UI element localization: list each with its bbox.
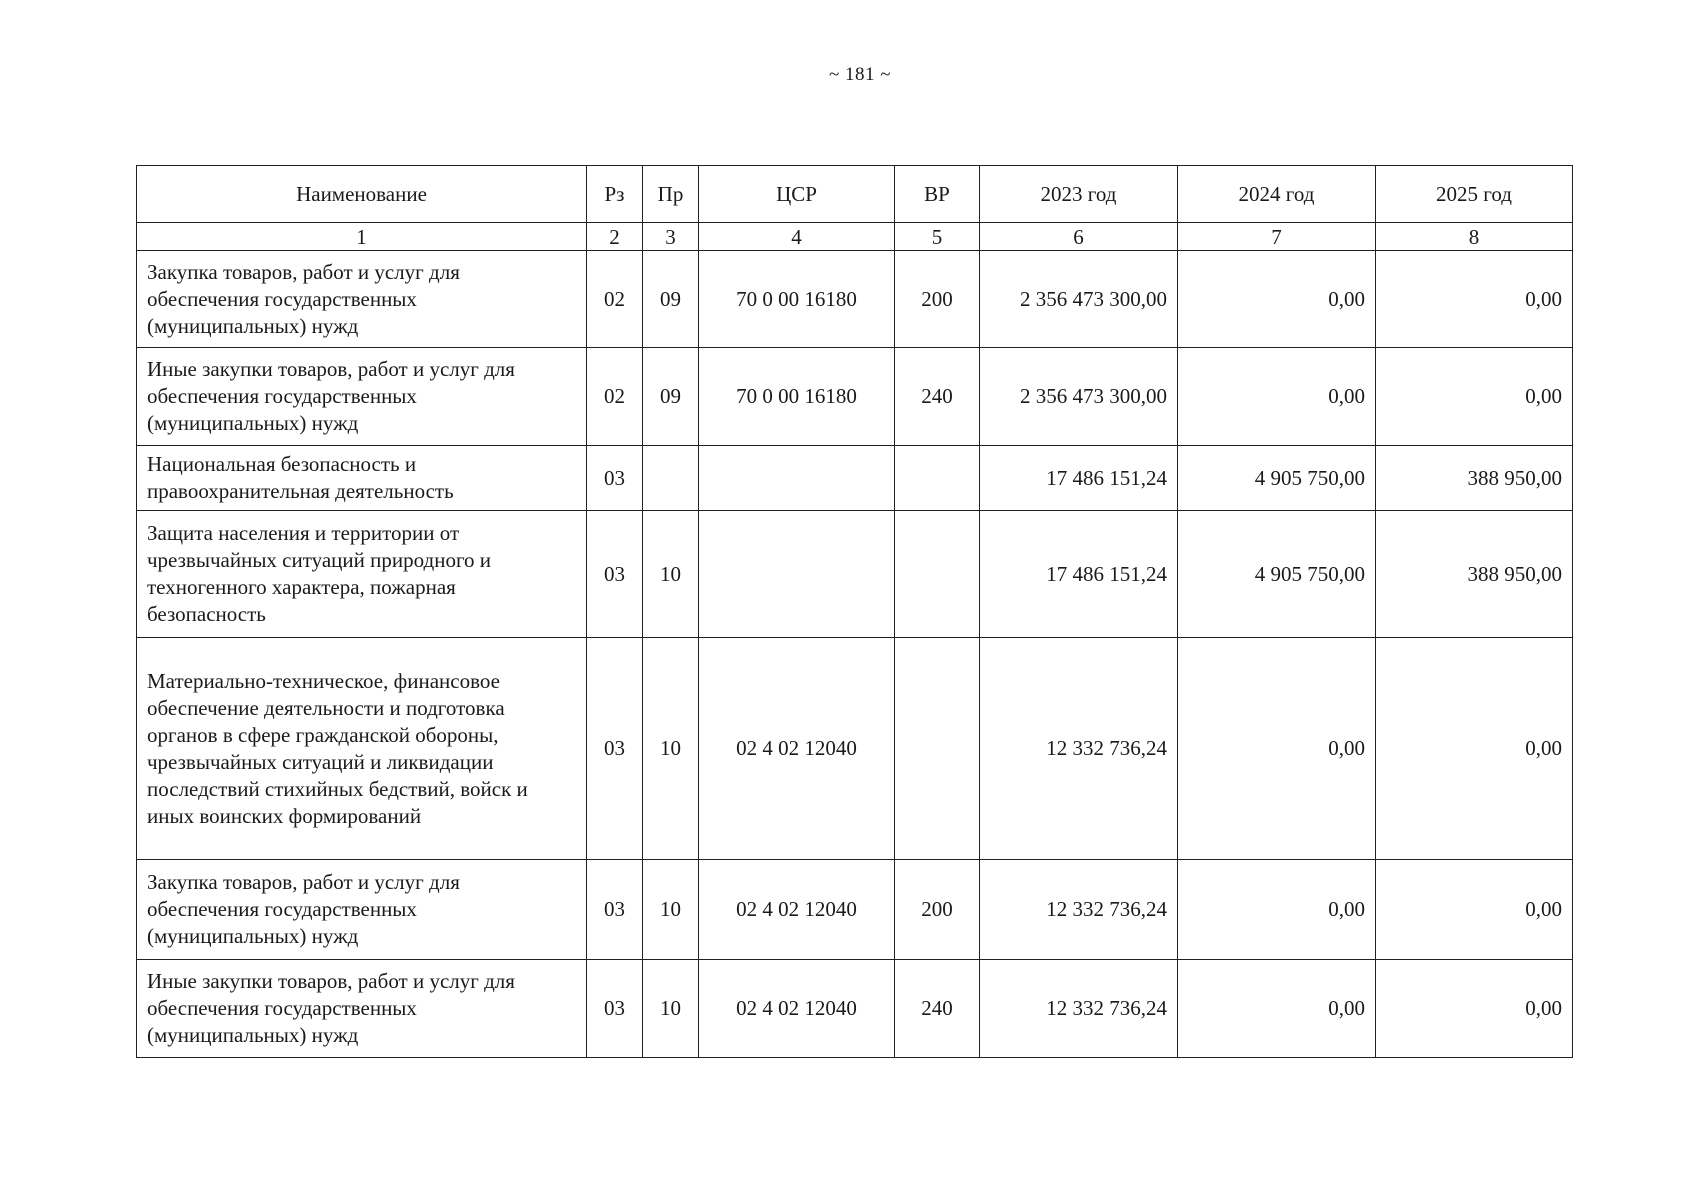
table-row [137, 638, 1573, 860]
row-rz: 02 [587, 251, 643, 348]
row-csr [699, 446, 895, 511]
row-pr: 09 [643, 348, 699, 446]
column-number: 5 [895, 223, 980, 251]
row-2025: 388 950,00 [1376, 511, 1573, 638]
row-pr: 10 [643, 511, 699, 638]
row-pr: 09 [643, 251, 699, 348]
row-csr: 02 4 02 12040 [699, 860, 895, 960]
row-2024: 4 905 750,00 [1178, 511, 1376, 638]
row-2024: 0,00 [1178, 251, 1376, 348]
row-pr: 10 [643, 638, 699, 860]
table-row [137, 446, 1573, 511]
row-csr: 02 4 02 12040 [699, 960, 895, 1058]
row-2023: 12 332 736,24 [980, 960, 1178, 1058]
row-2023: 2 356 473 300,00 [980, 251, 1178, 348]
column-number-row [137, 223, 1573, 251]
row-2023: 17 486 151,24 [980, 446, 1178, 511]
column-number: 6 [980, 223, 1178, 251]
row-vr: 240 [895, 348, 980, 446]
row-2024: 0,00 [1178, 638, 1376, 860]
table-row [137, 960, 1573, 1058]
table-row [137, 348, 1573, 446]
row-vr [895, 638, 980, 860]
row-vr [895, 511, 980, 638]
row-2023: 12 332 736,24 [980, 638, 1178, 860]
header-2025: 2025 год [1376, 166, 1573, 223]
row-2023: 17 486 151,24 [980, 511, 1178, 638]
row-name: Закупка товаров, работ и услуг для обеспечения государственных (муниципальных) нужд [137, 860, 587, 960]
header-row [137, 166, 1573, 223]
budget-table [136, 165, 1573, 1058]
column-number: 4 [699, 223, 895, 251]
row-csr: 70 0 00 16180 [699, 348, 895, 446]
row-rz: 03 [587, 960, 643, 1058]
row-name: Защита населения и территории от чрезвычайных ситуаций природного и техногенного характера, пожарная безопасность [137, 511, 587, 638]
header-vr: ВР [895, 166, 980, 223]
row-2025: 0,00 [1376, 960, 1573, 1058]
row-2025: 0,00 [1376, 860, 1573, 960]
row-name: Материально-техническое, финансовое обеспечение деятельности и подготовка органов в сфере гражданской обороны, чрезвычайных ситуаций и ликвидации последствий стихийных бедствий, войск и иных воинских формирований [137, 638, 587, 860]
row-vr: 200 [895, 860, 980, 960]
row-2025: 0,00 [1376, 638, 1573, 860]
page-number: ~ 181 ~ [828, 64, 892, 85]
column-number: 8 [1376, 223, 1573, 251]
column-number: 3 [643, 223, 699, 251]
header-rz: Рз [587, 166, 643, 223]
row-2025: 388 950,00 [1376, 446, 1573, 511]
table-row [137, 511, 1573, 638]
row-2025: 0,00 [1376, 251, 1573, 348]
row-2024: 0,00 [1178, 348, 1376, 446]
row-pr [643, 446, 699, 511]
row-rz: 03 [587, 860, 643, 960]
row-name: Закупка товаров, работ и услуг для обеспечения государственных (муниципальных) нужд [137, 251, 587, 348]
row-name: Иные закупки товаров, работ и услуг для обеспечения государственных (муниципальных) нужд [137, 348, 587, 446]
row-name: Национальная безопасность и правоохранительная деятельность [137, 446, 587, 511]
header-2024: 2024 год [1178, 166, 1376, 223]
row-2023: 12 332 736,24 [980, 860, 1178, 960]
header-csr: ЦСР [699, 166, 895, 223]
row-rz: 03 [587, 446, 643, 511]
row-rz: 02 [587, 348, 643, 446]
column-number: 1 [137, 223, 587, 251]
table-row [137, 251, 1573, 348]
row-name: Иные закупки товаров, работ и услуг для обеспечения государственных (муниципальных) нужд [137, 960, 587, 1058]
row-vr: 200 [895, 251, 980, 348]
row-csr: 02 4 02 12040 [699, 638, 895, 860]
header-name: Наименование [137, 166, 587, 223]
row-vr [895, 446, 980, 511]
row-2024: 4 905 750,00 [1178, 446, 1376, 511]
row-2024: 0,00 [1178, 860, 1376, 960]
row-rz: 03 [587, 638, 643, 860]
row-csr [699, 511, 895, 638]
row-pr: 10 [643, 960, 699, 1058]
header-2023: 2023 год [980, 166, 1178, 223]
row-2025: 0,00 [1376, 348, 1573, 446]
row-vr: 240 [895, 960, 980, 1058]
header-pr: Пр [643, 166, 699, 223]
column-number: 7 [1178, 223, 1376, 251]
row-rz: 03 [587, 511, 643, 638]
row-pr: 10 [643, 860, 699, 960]
column-number: 2 [587, 223, 643, 251]
table-row [137, 860, 1573, 960]
row-2024: 0,00 [1178, 960, 1376, 1058]
row-2023: 2 356 473 300,00 [980, 348, 1178, 446]
row-csr: 70 0 00 16180 [699, 251, 895, 348]
